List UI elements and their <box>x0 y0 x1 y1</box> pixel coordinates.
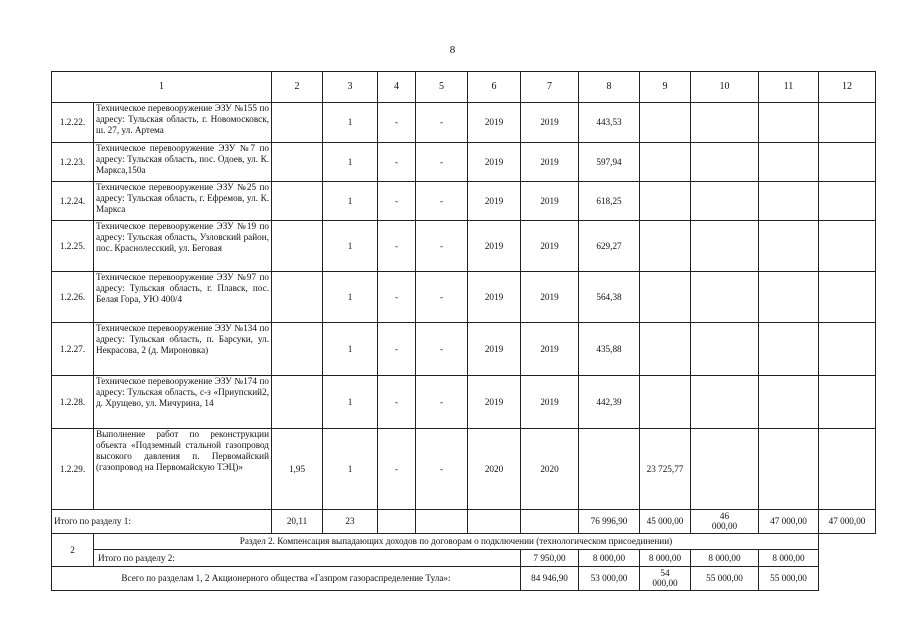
cell-count: 1 <box>323 376 378 429</box>
cell-start-year: 2019 <box>468 221 521 272</box>
section1-total-c8: 76 996,90 <box>579 510 640 534</box>
section2-total-label: Итого по разделу 2: <box>94 550 521 567</box>
cell-c10 <box>691 221 759 272</box>
cell-c12 <box>819 143 876 182</box>
cell-c9 <box>640 221 691 272</box>
row-id: 1.2.27. <box>52 323 94 376</box>
cell-c4: - <box>378 221 416 272</box>
section1-total-c10-line2: 000,00 <box>711 520 738 531</box>
cell-c9 <box>640 272 691 323</box>
cell-c4: - <box>378 272 416 323</box>
cell-c5: - <box>416 323 468 376</box>
cell-c4: - <box>378 376 416 429</box>
cell-start-year: 2019 <box>468 323 521 376</box>
cell-count: 1 <box>323 143 378 182</box>
grand-total-c8: 84 946,90 <box>521 567 579 591</box>
cell-c8: 435,88 <box>579 323 640 376</box>
table-row <box>52 323 876 376</box>
header-cell: 7 <box>521 72 579 103</box>
grand-total-label: Всего по разделам 1, 2 Акционерного общества «Газпром газораспределение Тула»: <box>52 567 521 591</box>
grand-total-c10 <box>640 567 691 591</box>
table-row <box>52 376 876 429</box>
section2-title: Раздел 2. Компенсация выпадающих доходов по договорам о подключении (технологическом присоединении) <box>94 534 819 550</box>
cell-c10 <box>691 429 759 510</box>
cell-c10 <box>691 182 759 221</box>
section1-total-c11: 47 000,00 <box>759 510 819 534</box>
cell-c9 <box>640 376 691 429</box>
cell-c5: - <box>416 221 468 272</box>
header-cell: 1 <box>52 72 272 103</box>
cell-length <box>272 103 323 143</box>
cell-c5: - <box>416 376 468 429</box>
cell-end-year: 2019 <box>521 103 579 143</box>
header-cell: 6 <box>468 72 521 103</box>
cell-c8: 597,94 <box>579 143 640 182</box>
cell-c5: - <box>416 182 468 221</box>
row-description: Выполнение работ по реконструкции объекта «Подземный стальной газопровод высокого давления п. Первомайский (газопровод на Первомайскую ТЭЦ)» <box>94 429 272 510</box>
header-cell: 4 <box>378 72 416 103</box>
cell-c9: 23 725,77 <box>640 429 691 510</box>
section2-number: 2 <box>52 534 94 567</box>
header-cell: 11 <box>759 72 819 103</box>
cell-c10 <box>691 103 759 143</box>
cell-c8 <box>579 429 640 510</box>
header-cell: 9 <box>640 72 691 103</box>
cell-c10 <box>691 143 759 182</box>
grand-total-c9: 53 000,00 <box>579 567 640 591</box>
row-id: 1.2.29. <box>52 429 94 510</box>
cell-c8: 442,39 <box>579 376 640 429</box>
cell-end-year: 2019 <box>521 143 579 182</box>
cell-c4: - <box>378 429 416 510</box>
cell-c8: 629,27 <box>579 221 640 272</box>
section1-total-row <box>52 510 876 534</box>
cell-c12 <box>819 182 876 221</box>
section2-total-c12: 8 000,00 <box>759 550 819 567</box>
row-id: 1.2.23. <box>52 143 94 182</box>
row-id: 1.2.22. <box>52 103 94 143</box>
cell-end-year: 2019 <box>521 272 579 323</box>
cell-c4: - <box>378 103 416 143</box>
header-cell: 10 <box>691 72 759 103</box>
cell-c11 <box>759 103 819 143</box>
cell-c11 <box>759 143 819 182</box>
cell-end-year: 2020 <box>521 429 579 510</box>
grand-total-row <box>52 567 876 591</box>
cell-c11 <box>759 182 819 221</box>
cell-c11 <box>759 429 819 510</box>
cell-c5: - <box>416 103 468 143</box>
table-row <box>52 221 876 272</box>
cell-length <box>272 221 323 272</box>
row-description: Техническое перевооружение ЭЗУ №134 по адресу: Тульская область, п. Барсуки, ул. Некрасова, 2 (д. Мироновка) <box>94 323 272 376</box>
cell-length: 1,95 <box>272 429 323 510</box>
row-id: 1.2.24. <box>52 182 94 221</box>
row-description: Техническое перевооружение ЭЗУ №7 по адресу: Тульская область, пос. Одоев, ул. К. Маркса,150а <box>94 143 272 182</box>
section1-total-c12: 47 000,00 <box>819 510 876 534</box>
header-cell: 3 <box>323 72 378 103</box>
cell-c5: - <box>416 429 468 510</box>
section1-total-c10 <box>691 510 759 534</box>
cell-start-year: 2019 <box>468 376 521 429</box>
row-description: Техническое перевооружение ЭЗУ №155 по адресу: Тульская область, г. Новомосковск, ш. 27, ул. Артема <box>94 103 272 143</box>
grand-total-c10-line2: 000,00 <box>652 577 678 588</box>
cell-c11 <box>759 221 819 272</box>
table-row <box>52 143 876 182</box>
header-cell: 2 <box>272 72 323 103</box>
cell-c4: - <box>378 143 416 182</box>
cell-c10 <box>691 376 759 429</box>
grand-total-c11: 55 000,00 <box>691 567 759 591</box>
cell-end-year: 2019 <box>521 376 579 429</box>
cell-count: 1 <box>323 103 378 143</box>
cell-length <box>272 143 323 182</box>
row-id: 1.2.26. <box>52 272 94 323</box>
cell-c12 <box>819 429 876 510</box>
cell-c9 <box>640 182 691 221</box>
cell-count: 1 <box>323 429 378 510</box>
section2-total-c9: 8 000,00 <box>579 550 640 567</box>
header-cell: 12 <box>819 72 876 103</box>
cell-c8: 443,53 <box>579 103 640 143</box>
cell-start-year: 2019 <box>468 182 521 221</box>
cell-count: 1 <box>323 182 378 221</box>
section1-total-length: 20,11 <box>272 510 323 534</box>
cell-c11 <box>759 272 819 323</box>
row-description: Техническое перевооружение ЭЗУ №19 по адресу: Тульская область, Узловский район, пос. Краснолесский, ул. Беговая <box>94 221 272 272</box>
row-id: 1.2.28. <box>52 376 94 429</box>
section2-title-row <box>52 534 876 550</box>
section2-total-c8: 7 950,00 <box>521 550 579 567</box>
cell-length <box>272 376 323 429</box>
row-description: Техническое перевооружение ЭЗУ №25 по адресу: Тульская область, г. Ефремов, ул. К. Маркса <box>94 182 272 221</box>
section2-total-row <box>52 550 876 567</box>
header-cell: 5 <box>416 72 468 103</box>
header-row <box>52 72 876 103</box>
cell-c8: 564,38 <box>579 272 640 323</box>
section2-total-c10: 8 000,00 <box>640 550 691 567</box>
row-id: 1.2.25. <box>52 221 94 272</box>
row-description: Техническое перевооружение ЭЗУ №97 по адресу: Тульская область, г. Плавск, пос. Белая Гора, УЮ 400/4 <box>94 272 272 323</box>
cell-end-year: 2019 <box>521 182 579 221</box>
cell-c11 <box>759 323 819 376</box>
cell-c11 <box>759 376 819 429</box>
cell-count: 1 <box>323 221 378 272</box>
cell-end-year: 2019 <box>521 221 579 272</box>
grand-total-c10-line1: 54 <box>660 567 670 578</box>
cell-c4: - <box>378 182 416 221</box>
investment-table <box>51 71 876 591</box>
section1-total-label: Итого по разделу 1: <box>52 510 272 534</box>
cell-c8: 618,25 <box>579 182 640 221</box>
cell-start-year: 2020 <box>468 429 521 510</box>
cell-c10 <box>691 323 759 376</box>
header-cell: 8 <box>579 72 640 103</box>
cell-c12 <box>819 376 876 429</box>
cell-c12 <box>819 221 876 272</box>
cell-count: 1 <box>323 272 378 323</box>
cell-c10 <box>691 272 759 323</box>
section1-total-count: 23 <box>323 510 378 534</box>
cell-count: 1 <box>323 323 378 376</box>
cell-c5: - <box>416 143 468 182</box>
table-row <box>52 429 876 510</box>
cell-c12 <box>819 272 876 323</box>
cell-c12 <box>819 323 876 376</box>
cell-c4: - <box>378 323 416 376</box>
cell-c12 <box>819 103 876 143</box>
table-row <box>52 103 876 143</box>
grand-total-c12: 55 000,00 <box>759 567 819 591</box>
row-description: Техническое перевооружение ЭЗУ №174 по адресу: Тульская область, с-з «Приупский2, д. Хрущево, ул. Мичурина, 14 <box>94 376 272 429</box>
cell-length <box>272 272 323 323</box>
section1-total-c10-line1: 46 <box>719 510 730 521</box>
section2-total-c11: 8 000,00 <box>691 550 759 567</box>
cell-start-year: 2019 <box>468 143 521 182</box>
section1-total-c9: 45 000,00 <box>640 510 691 534</box>
cell-c5: - <box>416 272 468 323</box>
cell-length <box>272 182 323 221</box>
cell-length <box>272 323 323 376</box>
table-row <box>52 272 876 323</box>
cell-end-year: 2019 <box>521 323 579 376</box>
cell-c9 <box>640 323 691 376</box>
cell-start-year: 2019 <box>468 272 521 323</box>
cell-start-year: 2019 <box>468 103 521 143</box>
page-number: 8 <box>449 44 456 56</box>
cell-c9 <box>640 103 691 143</box>
cell-c9 <box>640 143 691 182</box>
table-row <box>52 182 876 221</box>
